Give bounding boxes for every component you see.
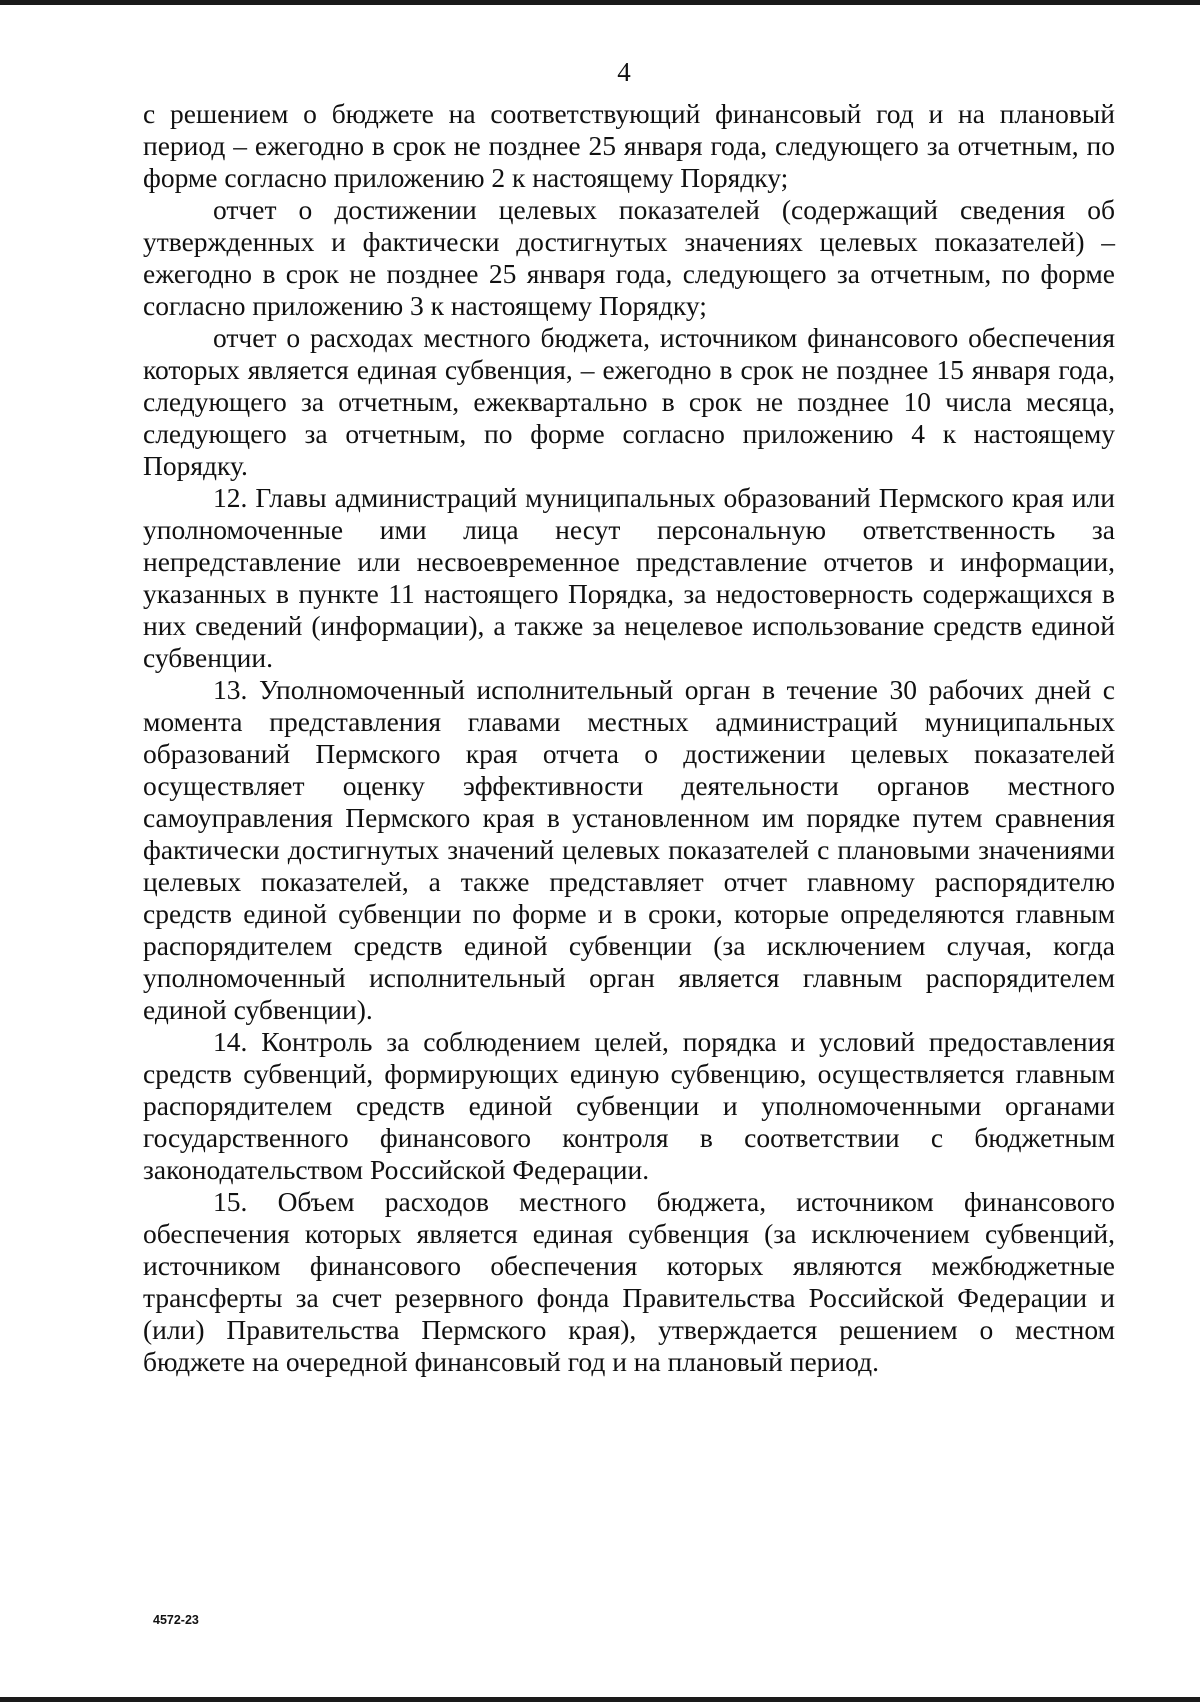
scan-top-edge [0, 0, 1200, 5]
paragraph-item-12: 12. Главы администраций муниципальных образований Пермского края или уполномоченные ими лица несут персональную ответственность за непредставление или несвоевременное представление отчетов и информации, указанных в пункте 11 настоящего Порядка, за недостоверность содержащихся в них сведений (информации), а также за нецелевое использование средств единой субвенции. [143, 482, 1115, 673]
paragraph-target-indicators-report: отчет о достижении целевых показателей (содержащий сведения об утвержденных и фактически достигнутых значениях целевых показателей) – ежегодно в срок не позднее 25 января года, следующего за отчетным, по форме согласно приложению 3 к настоящему Порядку; [143, 194, 1115, 321]
document-body [143, 98, 1115, 1378]
paragraph-expenses-report: отчет о расходах местного бюджета, источником финансового обеспечения которых является единая субвенция, – ежегодно в срок не позднее 15 января года, следующего за отчетным, ежеквартально в срок не позднее 10 числа месяца, следующего за отчетным, по форме согласно приложению 4 к настоящему Порядку. [143, 322, 1115, 481]
paragraph-item-14: 14. Контроль за соблюдением целей, порядка и условий предоставления средств субвенций, формирующих единую субвенцию, осуществляется главным распорядителем средств единой субвенции и уполномоченными органами государственного финансового контроля в соответствии с бюджетным законодательством Российской Федерации. [143, 1026, 1115, 1185]
paragraph-item-15: 15. Объем расходов местного бюджета, источником финансового обеспечения которых является единая субвенция (за исключением субвенций, источником финансового обеспечения которых являются межбюджетные трансферты за счет резервного фонда Правительства Российской Федерации и (или) Правительства Пермского края), утверждается решением о местном бюджете на очередной финансовый год и на плановый период. [143, 1186, 1115, 1377]
scan-bottom-edge [0, 1697, 1200, 1702]
paragraph-item-13: 13. Уполномоченный исполнительный орган в течение 30 рабочих дней с момента представления главами местных администраций муниципальных образований Пермского края отчета о достижении целевых показателей осуществляет оценку эффективности деятельности органов местного самоуправления Пермского края в установленном им порядке путем сравнения фактически достигнутых значений целевых показателей с плановыми значениями целевых показателей, а также представляет отчет главному распорядителю средств единой субвенции по форме и в сроки, которые определяются главным распорядителем средств единой субвенции (за исключением случая, когда уполномоченный исполнительный орган является главным распорядителем единой субвенции). [143, 674, 1115, 1025]
paragraph-continuation: с решением о бюджете на соответствующий финансовый год и на плановый период – ежегодно в срок не позднее 25 января года, следующего за отчетным, по форме согласно приложению 2 к настоящему Порядку; [143, 98, 1115, 193]
document-code: 4572-23 [153, 1613, 199, 1627]
page-number: 4 [617, 57, 631, 87]
